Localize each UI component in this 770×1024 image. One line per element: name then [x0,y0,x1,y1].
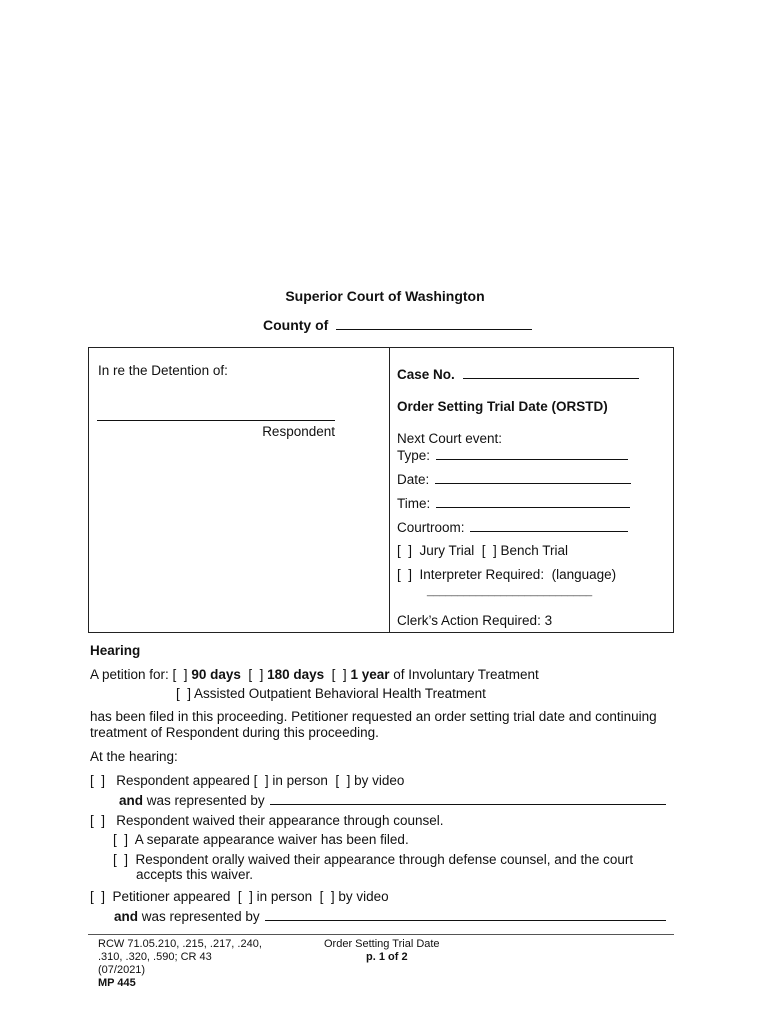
oral-waiver-line-2: accepts this waiver. [136,867,254,882]
case-no-field[interactable] [463,366,639,379]
respondent-label: Respondent [262,424,335,439]
time-row [397,495,630,511]
type-label: Type: [397,448,431,463]
option-90-days[interactable]: 90 days [191,667,241,682]
clerk-action: Clerk’s Action Required: 3 [397,613,553,628]
footer-revision: (07/2021) [98,964,146,976]
type-field[interactable] [436,447,628,460]
petition-suffix: of Involuntary Treatment [389,667,539,682]
courtroom-label: Courtroom: [397,520,465,535]
time-label: Time: [397,496,431,511]
footer-form-number: MP 445 [98,977,136,989]
interpreter-choice[interactable]: [ ] Interpreter Required: (language) [397,567,617,582]
hearing-heading: Hearing [90,643,141,658]
trial-type-choice[interactable]: [ ] Jury Trial [ ] Bench Trial [397,543,569,558]
respondent-counsel-field[interactable] [270,792,666,805]
court-title: Superior Court of Washington [285,288,485,304]
order-title: Order Setting Trial Date (ORSTD) [397,399,608,414]
county-field[interactable] [336,317,532,330]
footer-doc-title: Order Setting Trial Date [324,938,440,950]
footer-rcw-1: RCW 71.05.210, .215, .217, .240, [98,938,262,950]
date-field[interactable] [435,471,631,484]
case-no-row [397,366,639,382]
petition-sep2: [ ] [324,667,351,682]
represented-label: was represented by [143,793,265,808]
time-field[interactable] [436,495,630,508]
courtroom-row [397,519,628,535]
footer-divider [88,934,674,935]
footer-page-number: p. 1 of 2 [366,951,408,963]
county-label: County of [263,317,329,333]
petition-sep1: [ ] [240,667,268,682]
respondent-represented-row [119,792,666,808]
option-180-days[interactable]: 180 days [267,667,325,682]
respondent-waived-option[interactable]: [ ] Respondent waived their appearance through counsel. [90,813,444,828]
date-row [397,471,631,487]
caption-divider [389,347,390,633]
petition-prefix: A petition for: [ ] [90,667,192,682]
county-row [263,317,532,333]
filed-line-2: treatment of Respondent during this proceeding. [90,725,379,740]
courtroom-field[interactable] [470,519,628,532]
respondent-appeared-option[interactable]: [ ] Respondent appeared [ ] in person [ ] by video [90,773,405,788]
oral-waiver-option[interactable]: [ ] Respondent orally waived their appearance through defense counsel, and the court [113,852,634,867]
at-hearing-label: At the hearing: [90,749,178,764]
and-label-2: and [114,909,139,924]
petition-line [90,667,539,682]
in-re-label: In re the Detention of: [98,363,228,378]
footer-rcw-2: .310, .320, .590; CR 43 [98,951,212,963]
and-label: and [119,793,144,808]
petitioner-counsel-field[interactable] [265,908,666,921]
assisted-outpatient-option[interactable]: [ ] Assisted Outpatient Behavioral Health Treatment [176,686,486,701]
represented-label-2: was represented by [138,909,260,924]
case-no-label: Case No. [397,367,455,382]
petitioner-represented-row [114,908,666,924]
petitioner-appeared-option[interactable]: [ ] Petitioner appeared [ ] in person [ ] by video [90,889,389,904]
waiver-filed-option[interactable]: [ ] A separate appearance waiver has been filed. [113,832,409,847]
type-row [397,447,628,463]
next-event-label: Next Court event: [397,431,503,446]
respondent-name-field[interactable] [97,408,335,421]
option-1-year[interactable]: 1 year [350,667,390,682]
interpreter-language-field[interactable]: ___________________________ [427,585,593,597]
date-label: Date: [397,472,430,487]
filed-line-1: has been filed in this proceeding. Petitioner requested an order setting trial date and continuing [90,709,657,724]
